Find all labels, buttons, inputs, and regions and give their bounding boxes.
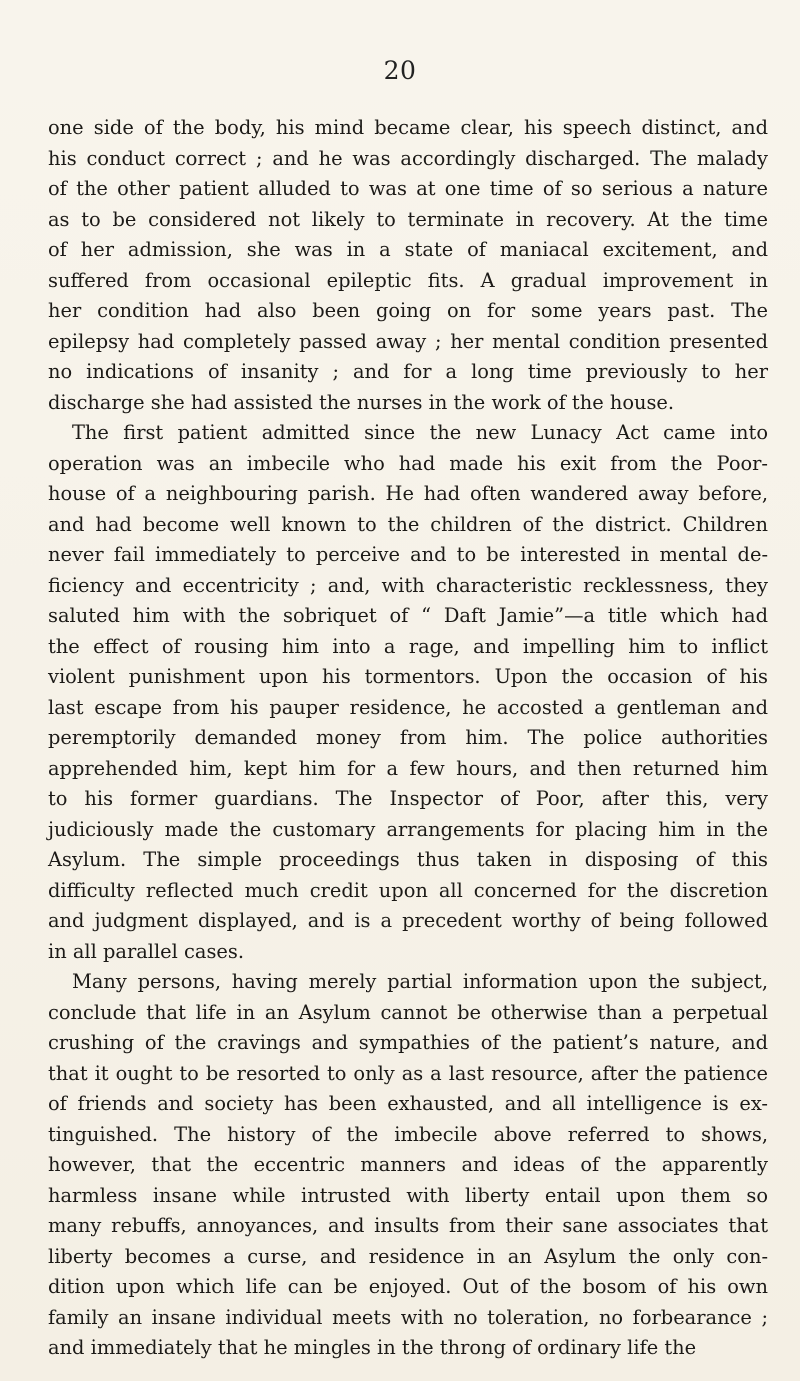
text-line: many rebuffs, annoyances, and insults from their sane associates that	[48, 1214, 768, 1237]
text-line: crushing of the cravings and sympathies of the patient’s nature, and	[48, 1031, 768, 1054]
text-line: of the other patient alluded to was at one time of so serious a nature	[48, 177, 768, 200]
paragraph-start-line: Many persons, having merely partial information upon the subject,	[72, 970, 768, 993]
text-line: conclude that life in an Asylum cannot be otherwise than a perpetual	[48, 1000, 768, 1024]
text-line: her condition had also been going on for some years past. The	[48, 299, 768, 322]
text-line: of friends and society has been exhausted, and all intelligence is ex-	[48, 1092, 768, 1115]
text-line: harmless insane while intrusted with liberty entail upon them so	[48, 1183, 768, 1207]
text-line: his conduct correct ; and he was accordingly discharged. The malady	[48, 146, 768, 170]
text-line: and judgment displayed, and is a precedent worthy of being followed	[48, 909, 768, 932]
text-line: of her admission, she was in a state of maniacal excitement, and	[48, 238, 768, 261]
text-line: and had become well known to the children of the district. Children	[48, 512, 768, 536]
text-line: one side of the body, his mind became clear, his speech distinct, and	[48, 116, 768, 139]
text-line: tinguished. The history of the imbecile above referred to shows,	[48, 1122, 768, 1146]
text-line: suffered from occasional epileptic fits. A gradual improvement in	[48, 268, 768, 292]
text-line: apprehended him, kept him for a few hours, and then returned him	[48, 756, 768, 780]
text-line: in all parallel cases.	[48, 939, 244, 963]
text-line: however, that the eccentric manners and ideas of the apparently	[48, 1153, 768, 1176]
body-text	[48, 113, 768, 1364]
text-line: last escape from his pauper residence, he accosted a gentleman and	[48, 695, 768, 719]
text-line: never fail immediately to perceive and to be interested in mental de-	[48, 543, 768, 566]
text-line: and immediately that he mingles in the throng of ordinary life the	[48, 1336, 697, 1359]
text-line: as to be considered not likely to terminate in recovery. At the time	[48, 207, 768, 231]
text-line: operation was an imbecile who had made his exit from the Poor-	[48, 451, 768, 475]
text-line: peremptorily demanded money from him. The police authorities	[48, 726, 768, 749]
text-line: no indications of insanity ; and for a long time previously to her	[48, 360, 768, 383]
text-line: difficulty reflected much credit upon all concerned for the discretion	[48, 878, 768, 902]
text-line: ficiency and eccentricity ; and, with characteristic recklessness, they	[48, 573, 768, 597]
text-line: discharge she had assisted the nurses in the work of the house.	[48, 390, 675, 414]
text-line: epilepsy had completely passed away ; her mental condition presented	[48, 329, 768, 353]
text-line: family an insane individual meets with no toleration, no forbearance ;	[48, 1305, 768, 1329]
text-line: violent punishment upon his tormentors. Upon the occasion of his	[48, 665, 768, 688]
text-line: the effect of rousing him into a rage, and impelling him to inflict	[48, 634, 768, 658]
text-line: that it ought to be resorted to only as a last resource, after the patience	[48, 1061, 768, 1085]
text-line: Asylum. The simple proceedings thus taken in disposing of this	[48, 848, 768, 871]
text-line: liberty becomes a curse, and residence in an Asylum the only con-	[48, 1244, 768, 1268]
page-number: 20	[383, 56, 417, 85]
paragraph-start-line: The first patient admitted since the new Lunacy Act came into	[72, 421, 768, 444]
text-line: judiciously made the customary arrangements for placing him in the	[48, 817, 768, 841]
text-line: to his former guardians. The Inspector of Poor, after this, very	[48, 787, 768, 810]
text-line: dition upon which life can be enjoyed. Out of the bosom of his own	[48, 1275, 768, 1298]
text-line: house of a neighbouring parish. He had often wandered away before,	[48, 482, 768, 505]
text-line: saluted him with the sobriquet of “ Daft Jamie”—a title which had	[48, 604, 768, 627]
